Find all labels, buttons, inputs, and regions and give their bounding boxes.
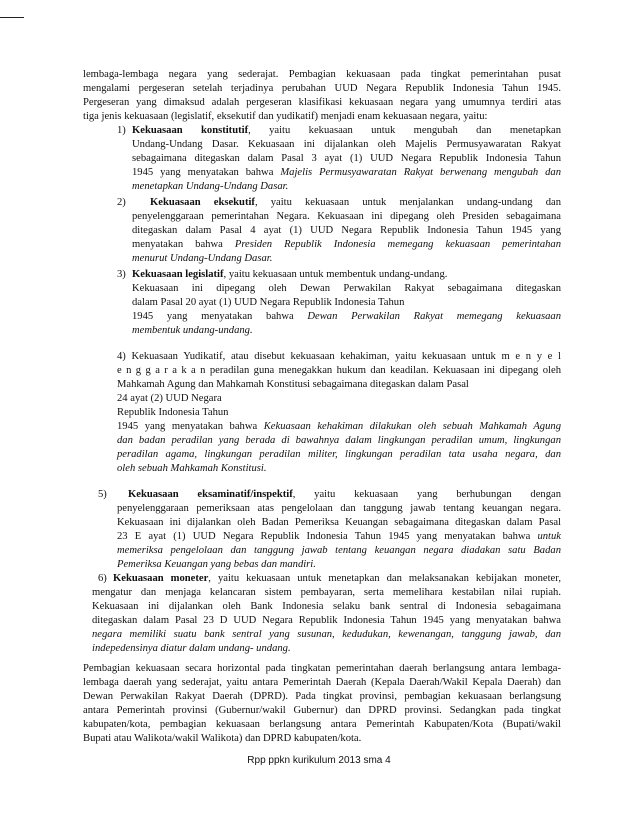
item-4-line-6: 1945 yang menyatakan bahwa Kekuasaan kehakiman dilakukan oleh sebuah Mahkamah Agung <box>117 421 561 432</box>
item-3-line-4: 1945 yang menyatakan bahwa Dewan Perwakilan Rakyat memegang kekuasaan <box>132 311 562 322</box>
item-4-line-7: dan badan peradilan yang berada di bawahnya dalam lingkungan peradilan umum, lingkungan <box>117 435 561 446</box>
item-2-line-5: menurut Undang-Undang Dasar. <box>132 253 273 264</box>
item-6-line-3: Kekuasaan ini dijalankan oleh Bank Indonesia selaku bank sentral di Indonesia sebagaimana <box>92 601 561 612</box>
item-3-line-2: Kekuasaan ini dipegang oleh Dewan Perwakilan Rakyat sebagaimana ditegaskan <box>132 283 561 294</box>
item-4-line-4: 24 ayat (2) UUD Negara <box>117 393 222 404</box>
page-footer: Rpp ppkn kurikulum 2013 sma 4 <box>247 755 391 766</box>
item-2-line-1: Kekuasaan eksekutif, yaitu kekuasaan untuk menjalankan undang-undang dan <box>150 197 562 208</box>
item-3-term: Kekuasaan legislatif <box>132 269 224 280</box>
item-4-line-3: Mahkamah Agung dan Mahkamah Konstitusi sebagaimana ditegaskan dalam Pasal <box>117 379 469 390</box>
closing-line-4: antara Pemerintah provinsi (Gubernur/wakil Gubernur) dan DPRD provinsi. Sedangkan pada tingkat <box>83 705 561 716</box>
item-5-term: Kekuasaan eksaminatif/inspektif <box>128 489 293 500</box>
intro-line-3: Pergeseran yang dimaksud adalah pergeseran klasifikasi kekuasaan negara yang umumnya terdiri atas <box>83 97 561 108</box>
item-1-line-1: Kekuasaan konstitutif, yaitu kekuasaan untuk mengubah dan menetapkan <box>132 125 561 136</box>
item-1-line-5: menetapkan Undang-Undang Dasar. <box>132 181 289 192</box>
item-1-number: 1) <box>117 125 126 136</box>
item-6-term: Kekuasaan moneter <box>113 573 209 584</box>
item-3-line-3: dalam Pasal 20 ayat (1) UUD Negara Republik Indonesia Tahun <box>132 297 405 308</box>
intro-line-2: mengalami pergeseran setelah terjadinya perubahan UUD Negara Republik Indonesia Tahun 1945. <box>83 83 561 94</box>
item-4-line-8: peradilan agama, lingkungan peradilan militer, lingkungan peradilan tata usaha negara, dan <box>117 449 561 460</box>
item-4-line-9: oleh sebuah Mahkamah Konstitusi. <box>117 463 267 474</box>
item-6-number: 6) <box>98 573 107 584</box>
closing-line-3: Dewan Perwakilan Rakyat Daerah (DPRD). Pada tingkat provinsi, pembagian kekuasaan berlangsung <box>83 691 561 702</box>
intro-line-4: tiga jenis kekuasaan (legislatif, eksekutif dan yudikatif) menjadi enam kekuasaan negara, yaitu: <box>83 111 488 122</box>
item-6-line-1: Kekuasaan moneter, yaitu kekuasaan untuk menetapkan dan melaksanakan kebijakan moneter, <box>113 573 562 584</box>
item-2-line-4: menyatakan bahwa Presiden Republik Indonesia memegang kekuasaan pemerintahan <box>132 239 562 250</box>
item-1-line-3: sebagaimana ditegaskan dalam Pasal 3 ayat (1) UUD Negara Republik Indonesia Tahun <box>132 153 561 164</box>
item-4-line-5: Republik Indonesia Tahun <box>117 407 229 418</box>
closing-line-5: kabupaten/kota, pembagian kekuasaan berlangsung antara Pemerintah Kabupaten/Kota (Bupati/wakil <box>83 719 561 730</box>
item-3-line-1: Kekuasaan legislatif, yaitu kekuasaan untuk membentuk undang-undang. <box>132 269 448 280</box>
item-4-line-2: e n g g a r a k a n peradilan guna menegakkan hukum dan keadilan. Kekuasaan ini dipegang oleh <box>117 365 561 376</box>
item-1-term: Kekuasaan konstitutif <box>132 125 249 136</box>
item-6-line-2: mengatur dan menjaga kelancaran sistem pembayaran, serta memelihara kestabilan nilai rupiah. <box>92 587 561 598</box>
closing-line-1: Pembagian kekuasaan secara horizontal pada tingkatan pemerintahan daerah berlangsung antara lembaga- <box>83 663 561 674</box>
item-5-line-2: penyelenggaraan pemeriksaan atas pengelolaan dan tanggung jawab tentang keuangan negara. <box>117 503 561 514</box>
item-5-line-3: Kekuasaan ini dijalankan oleh Badan Pemeriksa Keuangan sebagaimana ditegaskan dalam Pasal <box>117 517 561 528</box>
closing-line-6: Bupati atau Walikota/wakil Walikota) dan DPRD kabupaten/kota. <box>83 733 362 744</box>
item-2-line-2: penyelenggaraan pemerintahan Negara. Kekuasaan ini dipegang oleh Presiden sebagaimana <box>132 211 561 222</box>
item-5-line-6: Pemeriksa Keuangan yang bebas dan mandiri. <box>117 559 316 570</box>
closing-line-2: lembaga daerah yang sederajat, yaitu antara Pemerintah Daerah (Kepala Daerah/Wakil Kepala Daerah) dan <box>83 677 561 688</box>
item-2-line-3: ditegaskan dalam Pasal 4 ayat (1) UUD Negara Republik Indonesia Tahun 1945 yang <box>132 225 561 236</box>
item-1-line-4: 1945 yang menyatakan bahwa Majelis Permusyawaratan Rakyat berwenang mengubah dan <box>132 167 562 178</box>
item-4-line-1: 4) Kekuasaan Yudikatif, atau disebut kekuasaan kehakiman, yaitu kekuasaan untuk m e n y e l <box>117 351 561 362</box>
item-2-term: Kekuasaan eksekutif <box>150 197 255 208</box>
item-5-line-4: 23 E ayat (1) UUD Negara Republik Indonesia Tahun 1945 yang menyatakan bahwa untuk <box>117 531 561 542</box>
item-3-number: 3) <box>117 269 126 280</box>
item-5-number: 5) <box>98 489 107 500</box>
item-5-line-5: memeriksa pengelolaan dan tanggung jawab tentang keuangan negara diadakan satu Badan <box>117 545 561 556</box>
item-2-number: 2) <box>117 197 126 208</box>
item-6-line-6: indepedensinya diatur dalam undang- undang. <box>92 643 291 654</box>
item-5-line-1: Kekuasaan eksaminatif/inspektif, yaitu kekuasaan yang berhubungan dengan <box>128 489 561 500</box>
intro-line-1: lembaga-lembaga negara yang sederajat. Pembagian kekuasaan pada tingkat pemerintahan pusat <box>83 69 561 80</box>
item-1-line-2: Undang-Undang Dasar. Kekuasaan ini dijalankan oleh Majelis Permusyawaratan Rakyat <box>132 139 561 150</box>
item-6-line-5: negara memiliki suatu bank sentral yang susunan, kedudukan, kewenangan, tanggung jawab, dan <box>92 629 561 640</box>
item-6-line-4: ditegaskan dalam Pasal 23 D UUD Negara Republik Indonesia Tahun 1945 yang menyatakan bahwa <box>92 615 561 626</box>
item-3-line-5: membentuk undang-undang. <box>132 325 253 336</box>
